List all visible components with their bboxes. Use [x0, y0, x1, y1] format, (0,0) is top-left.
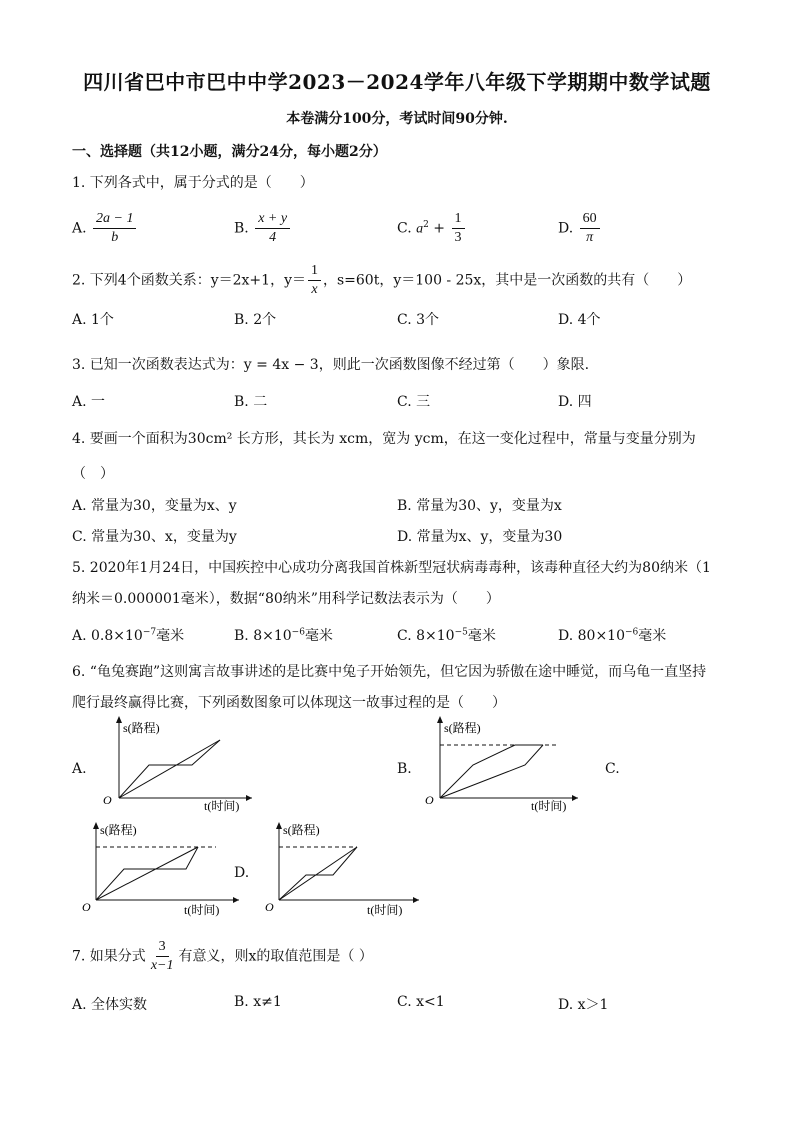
question-6-line2: 爬行最终赢得比赛，下列函数图象可以体现这一故事过程的是（ ） — [72, 695, 506, 711]
origin-label: O — [425, 793, 434, 807]
y-axis-label: s(路程) — [283, 823, 320, 837]
q5-option-a[interactable]: A. $0.8\times 10^{-7}$毫米 — [72, 627, 185, 644]
y-axis-arrow — [276, 822, 282, 829]
q6-option-a[interactable]: A. — [72, 761, 87, 777]
graph-b — [418, 712, 588, 818]
y-axis-arrow — [437, 716, 443, 723]
question-4-paren: （ ） — [72, 466, 114, 482]
q2-option-a[interactable]: A. 1个 — [72, 312, 114, 328]
q7-option-d[interactable]: D. x＞1 — [558, 997, 609, 1013]
q6-option-c[interactable]: C. — [605, 761, 620, 777]
q3-option-a[interactable]: A. 一 — [72, 394, 106, 410]
graph-a — [92, 712, 262, 818]
q6-option-b[interactable]: B. — [397, 761, 412, 777]
question-7-stem: 7. 如果分式 $\frac{3}{x-1}$ 有意义，则x的取值范围是（ ） — [72, 939, 373, 973]
question-5-line1: 5. 2020年1月24日，中国疾控中心成功分离我国首株新型冠状病毒毒种，该毒种直径大约为80纳米（1 — [72, 560, 711, 576]
question-4-stem: 4. 要画一个面积为30cm² 长方形，其长为 xcm，宽为 ycm，在这一变化过程中，常量与变量分别为 — [72, 431, 696, 447]
q1-option-b[interactable] — [234, 210, 292, 247]
q1-option-c[interactable]: C. $a^2$ + $\frac{1}{3}$ — [397, 210, 467, 247]
x-axis-arrow — [246, 795, 252, 801]
origin-label: O — [82, 900, 91, 914]
question-2-stem: 2. 下列4个函数关系：y＝2x+1，y＝ $\frac{1}{x}$ ，s=60t，y＝100 - 25x，其中是一次函数的共有（ ） — [72, 263, 692, 297]
question-5-line2: 纳米＝0.000001毫米），数据“80纳米”用科学记数法表示为（ ） — [72, 591, 500, 607]
q7-option-a[interactable]: A. 全体实数 — [72, 997, 148, 1013]
tortoise-line — [440, 745, 543, 798]
q6-option-d[interactable]: D. — [234, 865, 250, 881]
option-label: D. — [558, 220, 574, 237]
q1-option-a[interactable] — [72, 210, 138, 247]
question-3-stem: 3. 已知一次函数表达式为：y = 4x − 3，则此一次函数图像不经过第（ ）象限. — [72, 357, 590, 373]
fraction: $\frac{x + y}{4}$ — [255, 210, 290, 247]
q3-option-c[interactable]: C. 三 — [397, 394, 431, 410]
tortoise-line — [119, 740, 220, 798]
tortoise-line — [279, 847, 357, 900]
x-axis-arrow — [233, 897, 239, 903]
q5-option-b[interactable]: B. $8\times 10^{-6}$毫米 — [234, 627, 333, 644]
section-heading: 一、选择题（共12小题，满分24分，每小题2分） — [72, 144, 387, 160]
fraction: $\frac{2a - 1}{b}$ — [93, 210, 136, 247]
origin-label: O — [265, 900, 274, 914]
fraction: $\frac{3}{x-1}$ — [150, 939, 174, 973]
q3-option-b[interactable]: B. 二 — [234, 394, 268, 410]
fraction: $\frac{60}{\pi}$ — [580, 210, 600, 247]
x-axis-label: t(时间) — [367, 903, 403, 917]
origin-label: O — [103, 793, 112, 807]
y-axis-label: s(路程) — [123, 721, 160, 735]
q4-option-c[interactable]: C. 常量为30、x，变量为y — [72, 529, 237, 545]
q4-option-a[interactable]: A. 常量为30，变量为x、y — [72, 498, 237, 514]
y-axis-arrow — [116, 716, 122, 723]
y-axis-arrow — [93, 822, 99, 829]
q4-option-b[interactable]: B. 常量为30、y，变量为x — [397, 498, 562, 514]
y-axis-label: s(路程) — [100, 823, 137, 837]
q4-option-d[interactable]: D. 常量为x、y，变量为30 — [397, 529, 563, 545]
x-axis-label: t(时间) — [531, 799, 567, 813]
option-label: C. — [397, 220, 412, 237]
q1-option-d[interactable] — [558, 210, 602, 247]
q5-option-c[interactable]: C. $8\times 10^{-5}$毫米 — [397, 627, 496, 644]
tortoise-line — [96, 847, 198, 900]
y-axis-label: s(路程) — [444, 721, 481, 735]
page-title: 四川省巴中市巴中中学2023－2024学年八年级下学期期中数学试题 — [83, 70, 711, 94]
x-axis-arrow — [572, 795, 578, 801]
x-axis-label: t(时间) — [204, 799, 240, 813]
x-axis-arrow — [413, 897, 419, 903]
rabbit-line — [440, 745, 543, 798]
question-6-line1: 6. “龟兔赛跑”这则寓言故事讲述的是比赛中兔子开始领先，但它因为骄傲在途中睡觉，而乌龟一直坚持 — [72, 664, 707, 680]
question-1-stem: 1. 下列各式中，属于分式的是（ ） — [72, 175, 314, 191]
q2-option-b[interactable]: B. 2个 — [234, 312, 277, 328]
q2-option-d[interactable]: D. 4个 — [558, 312, 601, 328]
q7-option-c[interactable]: C. x<1 — [397, 994, 445, 1010]
graph-c — [76, 816, 246, 922]
exam-info: 本卷满分100分，考试时间90分钟. — [286, 111, 508, 127]
q5-option-d[interactable]: D. $80\times 10^{-6}$毫米 — [558, 627, 667, 644]
q2-option-c[interactable]: C. 3个 — [397, 312, 440, 328]
option-label: A. — [72, 220, 87, 237]
graph-d — [257, 816, 427, 922]
q7-option-b[interactable]: B. x≠1 — [234, 994, 282, 1010]
fraction: $\frac{1}{x}$ — [308, 262, 321, 299]
option-label: B. — [234, 220, 249, 237]
x-axis-label: t(时间) — [184, 903, 220, 917]
fraction: $\frac{1}{3}$ — [452, 210, 465, 247]
q3-option-d[interactable]: D. 四 — [558, 394, 592, 410]
